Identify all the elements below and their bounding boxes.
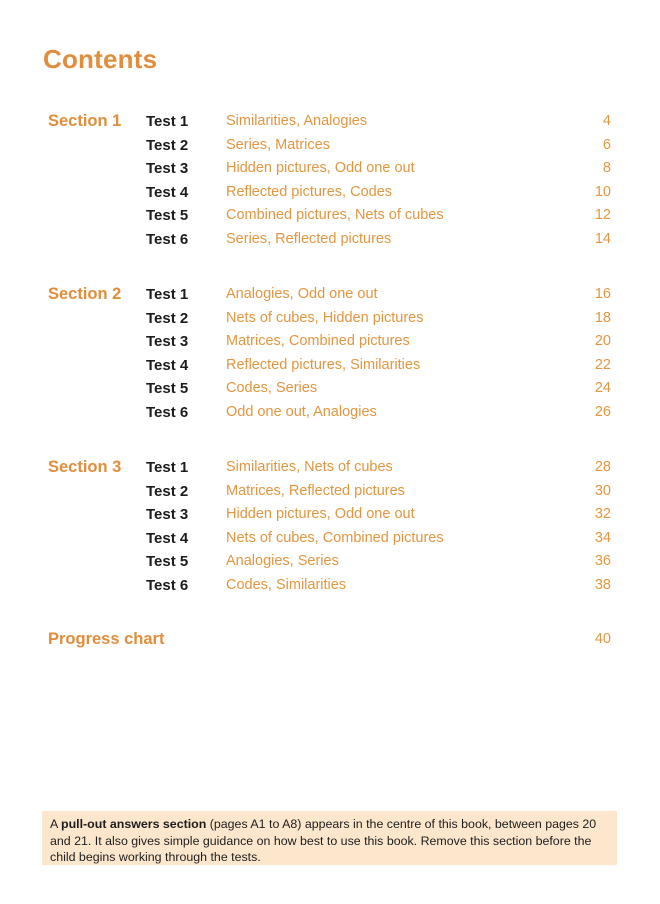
test-topics: Similarities, Analogies xyxy=(226,113,368,129)
note-prefix: A xyxy=(50,817,62,831)
test-label: Test 2 xyxy=(146,482,189,500)
test-label: Test 6 xyxy=(146,231,189,248)
progress-chart-label: Progress chart xyxy=(48,630,165,648)
contents-row xyxy=(0,456,660,480)
test-label: Test 5 xyxy=(146,380,189,398)
page-number: 14 xyxy=(594,231,611,247)
test-topics: Series, Matrices xyxy=(226,136,330,153)
test-topics: Hidden pictures, Odd one out xyxy=(226,506,415,523)
page-number: 16 xyxy=(594,286,611,302)
contents-row xyxy=(0,110,660,134)
test-label: Test 3 xyxy=(146,506,189,524)
note-bold: pull-out answers section xyxy=(61,817,207,831)
test-topics: Hidden pictures, Odd one out xyxy=(226,160,415,177)
test-label: Test 1 xyxy=(146,286,189,303)
page-number: 4 xyxy=(602,113,611,129)
test-topics: Odd one out, Analogies xyxy=(226,404,377,420)
test-topics: Series, Reflected pictures xyxy=(226,231,392,247)
test-topics: Analogies, Series xyxy=(226,553,339,570)
test-label: Test 4 xyxy=(146,183,189,201)
contents-row xyxy=(0,574,660,598)
test-topics: Nets of cubes, Combined pictures xyxy=(226,529,444,546)
test-label: Test 2 xyxy=(146,309,189,327)
contents-row xyxy=(0,377,660,401)
test-label: Test 3 xyxy=(146,160,189,178)
contents-row xyxy=(0,181,660,205)
page-number: 12 xyxy=(594,207,611,224)
page-number: 32 xyxy=(594,506,611,523)
page-title: Contents xyxy=(43,44,158,74)
page-number: 20 xyxy=(594,333,611,350)
page-number: 26 xyxy=(594,404,611,420)
section-label: Section 1 xyxy=(48,112,122,130)
test-topics: Reflected pictures, Similarities xyxy=(226,356,421,373)
page-number: 8 xyxy=(602,160,611,177)
page-number: 24 xyxy=(594,380,611,397)
test-topics: Matrices, Reflected pictures xyxy=(226,482,405,499)
page-number: 38 xyxy=(594,577,611,593)
test-label: Test 1 xyxy=(146,459,189,476)
contents-row xyxy=(0,527,660,551)
contents-row xyxy=(0,330,660,354)
page-number: 36 xyxy=(594,553,611,570)
contents-row xyxy=(0,283,660,307)
test-label: Test 6 xyxy=(146,404,189,421)
page-number: 10 xyxy=(594,183,611,200)
section-label: Section 2 xyxy=(48,285,122,303)
page-number: 34 xyxy=(594,529,611,546)
test-topics: Codes, Similarities xyxy=(226,577,347,593)
contents-row xyxy=(0,354,660,378)
contents-row xyxy=(0,204,660,228)
test-topics: Reflected pictures, Codes xyxy=(226,183,393,200)
page-number: 28 xyxy=(594,459,611,475)
section-label: Section 3 xyxy=(48,458,122,476)
contents-row xyxy=(0,503,660,527)
contents-row xyxy=(0,134,660,158)
test-label: Test 3 xyxy=(146,333,189,351)
note-rest: (pages A1 to A8) appears in the centre of this book, between pages 20 and 21. It also gives simple guidance on how best to use this book. Remove this section before the child begins working through the tests. xyxy=(50,817,597,864)
test-topics: Analogies, Odd one out xyxy=(226,286,378,302)
progress-chart-page: 40 xyxy=(594,631,611,647)
contents-row xyxy=(0,307,660,331)
page-number: 22 xyxy=(594,356,611,373)
contents-row xyxy=(0,480,660,504)
page-number: 30 xyxy=(594,482,611,499)
page-number: 6 xyxy=(602,136,611,153)
test-label: Test 6 xyxy=(146,577,189,594)
test-label: Test 5 xyxy=(146,207,189,225)
test-label: Test 4 xyxy=(146,356,189,374)
test-topics: Matrices, Combined pictures xyxy=(226,333,410,350)
test-label: Test 2 xyxy=(146,136,189,154)
test-topics: Combined pictures, Nets of cubes xyxy=(226,207,444,224)
answers-note xyxy=(42,811,617,865)
test-label: Test 1 xyxy=(146,113,189,130)
page-number: 18 xyxy=(594,309,611,326)
contents-row xyxy=(0,401,660,425)
contents-row xyxy=(0,157,660,181)
test-label: Test 5 xyxy=(146,553,189,571)
contents-row xyxy=(0,550,660,574)
test-label: Test 4 xyxy=(146,529,189,547)
test-topics: Nets of cubes, Hidden pictures xyxy=(226,309,424,326)
test-topics: Codes, Series xyxy=(226,380,318,397)
test-topics: Similarities, Nets of cubes xyxy=(226,459,393,475)
contents-row xyxy=(0,228,660,252)
